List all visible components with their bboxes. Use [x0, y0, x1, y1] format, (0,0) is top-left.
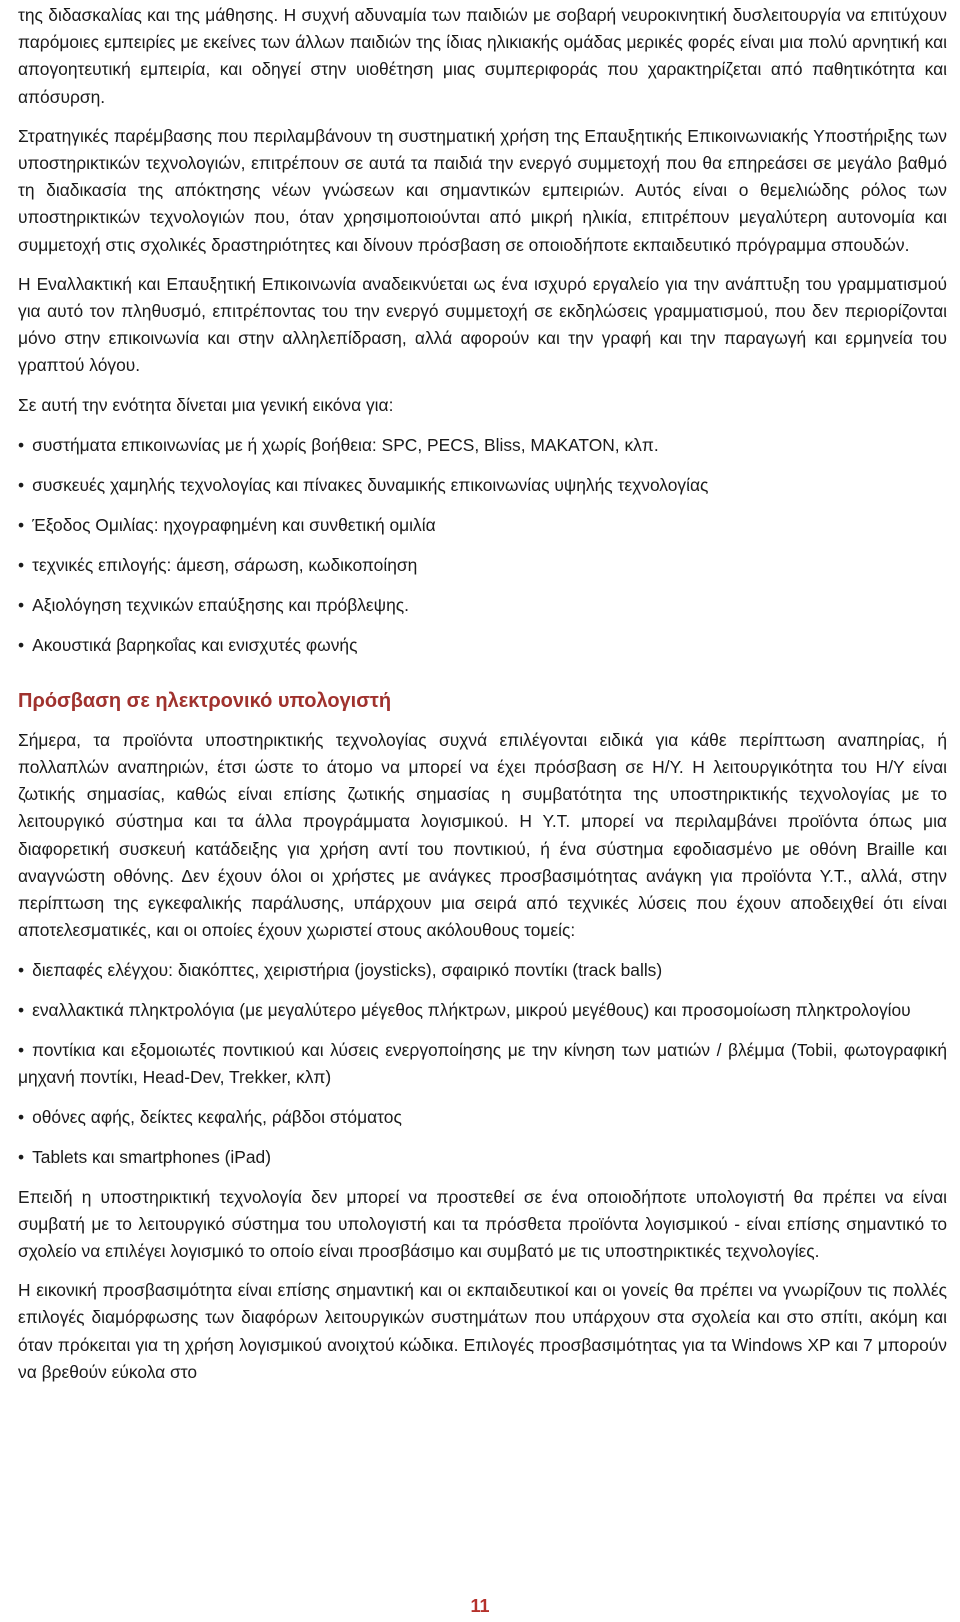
list-item — [18, 552, 947, 579]
section-heading: Πρόσβαση σε ηλεκτρονικό υπολογιστή — [18, 689, 392, 712]
paragraph-aac-literacy: Η Εναλλακτική και Επαυξητική Επικοινωνία αναδεικνύεται ως ένα ισχυρό εργαλείο για την ανάπτυξη του γραμματισμού για αυτό τον πληθυσμό, επιτρέποντας του την ενεργό συμμετοχή σε εκδηλώσεις γραμματισμού, που δεν περιορίζονται μόνο στην επικοινωνία και στην αλληλεπίδραση, αλλά αφορούν και την γραφή και την παραγωγή και ερμηνεία του γραπτού λόγου. — [18, 273, 947, 376]
list-item — [18, 632, 947, 659]
bullet-icon: • — [18, 554, 25, 575]
bullet-icon: • — [18, 1000, 25, 1021]
list-item-text: Αξιολόγηση τεχνικών επαύξησης και πρόβλεψης. — [32, 594, 409, 615]
bullet-icon: • — [18, 1147, 25, 1168]
paragraph-intro-continuation: της διδασκαλίας και της μάθησης. Η συχνή αδυναμία των παιδιών με σοβαρή νευροκινητική δυσλειτουργία να επιτύχουν παρόμοιες εμπειρίες με εκείνες των άλλων παιδιών της ίδιας ηλικιακής ομάδας μερικές φορές είναι μια πολύ αρνητική και απογοητευτική εμπειρία, και οδηγεί στην υιοθέτηση μιας συμπεριφοράς που χαρακτηρίζεται από παθητικότητα και απόσυρση. — [18, 5, 947, 107]
list-item-text: Tablets και smartphones (iPad) — [32, 1147, 272, 1168]
list-item-text: Ακουστικά βαρηκοΐας και ενισχυτές φωνής — [32, 634, 358, 655]
list-item-text: συσκευές χαμηλής τεχνολογίας και πίνακες δυναμικής επικοινωνίας υψηλής τεχνολογίας — [32, 474, 709, 495]
list-item-text: ποντίκια και εξομοιωτές ποντικιού και λύσεις ενεργοποίησης με την κίνηση των ματιών / βλέμμα (Tobii, φωτογραφική μηχανή ποντίκι, Head-Dev, Trekker, κλπ) — [18, 1040, 947, 1088]
paragraph-section-overview: Σε αυτή την ενότητα δίνεται μια γενική εικόνα για: — [18, 394, 394, 415]
list-item-text: εναλλακτικά πληκτρολόγια (με μεγαλύτερο μέγεθος πλήκτρων, μικρού μεγέθους) και προσομοίωση πληκτρολογίου — [32, 1000, 911, 1021]
list-item — [18, 512, 947, 539]
list-item-text: οθόνες αφής, δείκτες κεφαλής, ράβδοι στόματος — [32, 1107, 402, 1128]
paragraph-intervention-strategies: Στρατηγικές παρέμβασης που περιλαμβάνουν τη συστηματική χρήση της Επαυξητικής Επικοινωνιακής Υποστήριξης των υποστηρικτικών τεχνολογιών, επιτρέπουν σε αυτά τα παιδιά την ενεργό συμμετοχή που θα επηρεάσει σε μεγάλο βαθμό τη διαδικασία της απόκτησης νέων γνώσεων και σημαντικών εμπειριών. Αυτός είναι ο θεμελιώδης ρόλος των υποστηρικτικών τεχνολογιών που, όταν χρησιμοποιούνται από μικρή ηλικία, επιτρέπουν μεγαλύτερη αυτονομία και συμμετοχή στις σχολικές δραστηριότητες και δίνουν πρόσβαση σε οποιοδήποτε εκπαιδευτικό πρόγραμμα σπουδών. — [18, 125, 947, 255]
bullet-icon: • — [18, 634, 25, 655]
document-page — [18, 0, 947, 1386]
list-item — [18, 997, 947, 1024]
bullet-icon: • — [18, 960, 25, 981]
list-item — [18, 472, 947, 499]
list-item — [18, 592, 947, 619]
list-item-text: διεπαφές ελέγχου: διακόπτες, χειριστήρια (joysticks), σφαιρικό ποντίκι (track balls) — [32, 960, 663, 981]
list-item-text: τεχνικές επιλογής: άμεση, σάρωση, κωδικοποίηση — [32, 554, 418, 575]
list-item-text: Έξοδος Ομιλίας: ηχογραφημένη και συνθετική ομιλία — [32, 514, 436, 535]
bullet-icon: • — [18, 594, 25, 615]
list-item — [18, 1104, 947, 1131]
bullet-icon: • — [18, 1107, 25, 1128]
page-number: 11 — [470, 1596, 490, 1616]
bullet-icon: • — [18, 514, 25, 535]
bullet-icon: • — [18, 434, 25, 455]
list-item — [18, 432, 947, 459]
list-item-text: συστήματα επικοινωνίας με ή χωρίς βοήθεια: SPC, PECS, Bliss, MAKATON, κλπ. — [32, 434, 659, 455]
overview-bullet-list — [18, 432, 947, 659]
paragraph-computer-access: Σήμερα, τα προϊόντα υποστηρικτικής τεχνολογίας συχνά επιλέγονται ειδικά για κάθε περίπτωση αναπηρίας, ή πολλαπλών αναπηριών, έτσι ώστε το άτομο να μπορεί να έχει πρόσβαση σε Η/Υ. Η λειτουργικότητα του Η/Υ είναι ζωτικής σημασίας, καθώς είναι επίσης ζωτικής σημασίας η συμβατότητα της υποστηρικτικής τεχνολογίας με το λειτουργικό σύστημα και τα άλλα προγράμματα λογισμικού. Η Υ.Τ. μπορεί να περιλαμβάνει προϊόντα όπως μια διαφορετική συσκευή κατάδειξης για χρήση αντί του ποντικιού, ή ένα σύστημα εφοδιασμένο με οθόνη Braille και αναγνώστη οθόνης. Δεν έχουν όλοι οι χρήστες με ανάγκες προσβασιμότητας ανάγκη για προϊόντα Υ.Τ., αλλά, στην περίπτωση της εγκεφαλικής παράλυσης, υπάρχουν μια σειρά από τεχνικές λύσεις που έχουν αποδειχθεί ότι είναι αποτελεσματικές, και οι οποίες έχουν χωριστεί στους ακόλουθους τομείς: — [18, 729, 947, 941]
paragraph-virtual-accessibility: Η εικονική προσβασιμότητα είναι επίσης σημαντική και οι εκπαιδευτικοί και οι γονείς θα πρέπει να γνωρίζουν τις πολλές επιλογές διαμόρφωσης των διαφόρων λειτουργικών συστημάτων που υπάρχουν στα σχολεία και στο σπίτι, ακόμη και όταν πρόκειται για τη χρήση λογισμικού ανοιχτού κώδικα. Επιλογές προσβασιμότητας για τα Windows XP και 7 μπορούν να βρεθούν εύκολα στο — [18, 1280, 947, 1382]
access-solutions-bullet-list — [18, 957, 947, 1171]
list-item — [18, 1037, 947, 1091]
list-item — [18, 957, 947, 984]
list-item — [18, 1144, 947, 1171]
bullet-icon: • — [18, 474, 25, 495]
bullet-icon: • — [18, 1040, 25, 1061]
paragraph-compatibility: Επειδή η υποστηρικτική τεχνολογία δεν μπορεί να προστεθεί σε ένα οποιοδήποτε υπολογιστή θα πρέπει να είναι συμβατή με το λειτουργικό σύστημα του υπολογιστή και τα πρόσθετα προϊόντα λογισμικού - είναι επίσης σημαντικό το σχολείο να επιλέγει λογισμικό το οποίο είναι προσβάσιμο και συμβατό με τις υποστηρικτικές τεχνολογίες. — [18, 1186, 947, 1262]
